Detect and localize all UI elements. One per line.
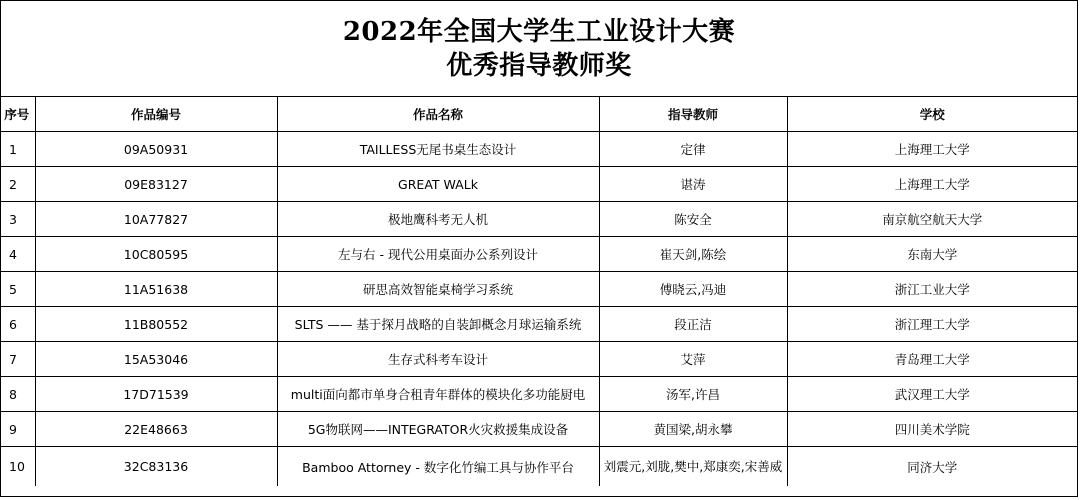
cell-code: 10C80595 bbox=[35, 237, 277, 272]
cell-school: 南京航空航天大学 bbox=[787, 202, 1077, 237]
cell-name: 研思高效智能桌椅学习系统 bbox=[277, 272, 599, 307]
table-row bbox=[1, 202, 1077, 237]
cell-teacher: 艾萍 bbox=[599, 342, 787, 377]
cell-name: SLTS —— 基于探月战略的自装卸概念月球运输系统 bbox=[277, 307, 599, 342]
cell-name: TAILLESS无尾书桌生态设计 bbox=[277, 132, 599, 167]
table-row bbox=[1, 307, 1077, 342]
cell-school: 四川美术学院 bbox=[787, 412, 1077, 447]
cell-teacher: 崔天剑,陈绘 bbox=[599, 237, 787, 272]
cell-code: 15A53046 bbox=[35, 342, 277, 377]
table-row bbox=[1, 167, 1077, 202]
cell-school: 武汉理工大学 bbox=[787, 377, 1077, 412]
cell-teacher: 陈安全 bbox=[599, 202, 787, 237]
cell-teacher: 傅晓云,冯迪 bbox=[599, 272, 787, 307]
award-table bbox=[1, 97, 1077, 486]
cell-name: 5G物联网——INTEGRATOR火灾救援集成设备 bbox=[277, 412, 599, 447]
cell-teacher: 刘震元,刘胧,樊中,郑康奕,宋善威 bbox=[599, 447, 787, 487]
cell-teacher: 定律 bbox=[599, 132, 787, 167]
cell-index: 10 bbox=[1, 447, 35, 487]
cell-code: 09E83127 bbox=[35, 167, 277, 202]
cell-code: 17D71539 bbox=[35, 377, 277, 412]
cell-code: 11B80552 bbox=[35, 307, 277, 342]
cell-index: 8 bbox=[1, 377, 35, 412]
cell-teacher: 段正洁 bbox=[599, 307, 787, 342]
document-title: 2022年全国大学生工业设计大赛 bbox=[342, 16, 736, 47]
cell-name: Bamboo Attorney - 数字化竹编工具与协作平台 bbox=[277, 447, 599, 487]
cell-teacher: 汤军,许昌 bbox=[599, 377, 787, 412]
table-row bbox=[1, 447, 1077, 487]
cell-school: 浙江理工大学 bbox=[787, 307, 1077, 342]
header-index: 序号 bbox=[1, 97, 35, 132]
table-header-row bbox=[1, 97, 1077, 132]
cell-school: 青岛理工大学 bbox=[787, 342, 1077, 377]
table-row bbox=[1, 412, 1077, 447]
table-row bbox=[1, 342, 1077, 377]
cell-name: 左与右 - 现代公用桌面办公系列设计 bbox=[277, 237, 599, 272]
cell-school: 东南大学 bbox=[787, 237, 1077, 272]
table-row bbox=[1, 377, 1077, 412]
cell-name: multi面向都市单身合租青年群体的模块化多功能厨电 bbox=[277, 377, 599, 412]
header-school: 学校 bbox=[787, 97, 1077, 132]
cell-code: 10A77827 bbox=[35, 202, 277, 237]
cell-school: 同济大学 bbox=[787, 447, 1077, 487]
cell-index: 6 bbox=[1, 307, 35, 342]
cell-name: 生存式科考车设计 bbox=[277, 342, 599, 377]
cell-index: 1 bbox=[1, 132, 35, 167]
header-teacher: 指导教师 bbox=[599, 97, 787, 132]
cell-name: 极地鹰科考无人机 bbox=[277, 202, 599, 237]
cell-code: 22E48663 bbox=[35, 412, 277, 447]
document-subtitle: 优秀指导教师奖 bbox=[446, 50, 632, 81]
table-row bbox=[1, 237, 1077, 272]
cell-code: 11A51638 bbox=[35, 272, 277, 307]
cell-code: 09A50931 bbox=[35, 132, 277, 167]
cell-school: 浙江工业大学 bbox=[787, 272, 1077, 307]
cell-index: 9 bbox=[1, 412, 35, 447]
table-row bbox=[1, 132, 1077, 167]
cell-index: 3 bbox=[1, 202, 35, 237]
header-name: 作品名称 bbox=[277, 97, 599, 132]
cell-index: 4 bbox=[1, 237, 35, 272]
cell-code: 32C83136 bbox=[35, 447, 277, 487]
cell-index: 7 bbox=[1, 342, 35, 377]
cell-school: 上海理工大学 bbox=[787, 132, 1077, 167]
cell-index: 5 bbox=[1, 272, 35, 307]
cell-teacher: 谌涛 bbox=[599, 167, 787, 202]
cell-school: 上海理工大学 bbox=[787, 167, 1077, 202]
cell-teacher: 黄国梁,胡永攀 bbox=[599, 412, 787, 447]
title-block bbox=[1, 1, 1077, 97]
table-row bbox=[1, 272, 1077, 307]
cell-name: GREAT WALk bbox=[277, 167, 599, 202]
header-code: 作品编号 bbox=[35, 97, 277, 132]
cell-index: 2 bbox=[1, 167, 35, 202]
